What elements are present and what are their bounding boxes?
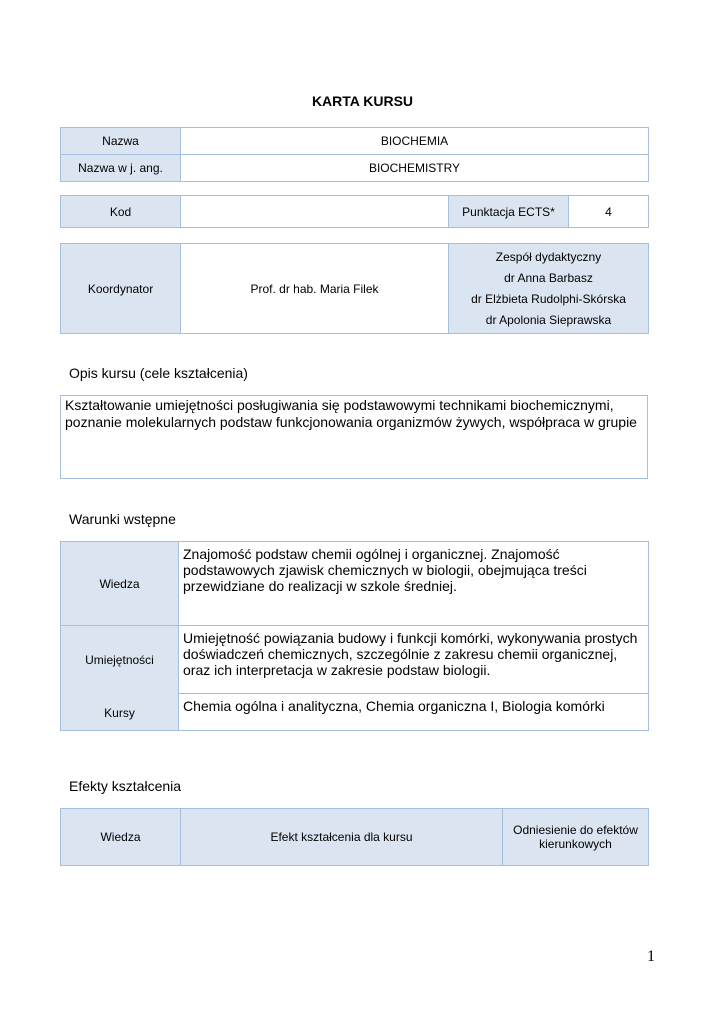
courses-text: Chemia ogólna i analityczna, Chemia organiczna I, Biologia komórki [179, 694, 649, 731]
name-value: BIOCHEMIA [181, 128, 649, 155]
coordinator-label: Koordynator [61, 244, 181, 334]
outcomes-table [60, 808, 649, 866]
team-title: Zespół dydaktyczny [495, 249, 602, 264]
prerequisites-table [60, 541, 649, 731]
course-name-table [60, 127, 649, 182]
ects-value: 4 [569, 196, 649, 228]
coordinator-table [60, 243, 649, 334]
code-table [60, 195, 649, 228]
page-number: 1 [647, 948, 655, 965]
name-en-value: BIOCHEMISTRY [181, 155, 649, 182]
teaching-team [449, 244, 649, 334]
coordinator-value: Prof. dr hab. Maria Filek [181, 244, 449, 334]
page-title: KARTA KURSU [311, 93, 414, 109]
knowledge-text: Znajomość podstaw chemii ogólnej i organicznej. Znajomość podstawowych zjawisk chemicznych w biologii, obejmująca treści przewidziane do realizacji w szkole średniej. [179, 542, 649, 626]
knowledge-label: Wiedza [61, 542, 179, 626]
description-text: Kształtowanie umiejętności posługiwania się podstawowymi technikami biochemicznymi, poznanie molekularnych podstaw funkcjonowania organizmów żywych, współpraca w grupie [65, 397, 637, 430]
team-member: dr Elżbieta Rudolphi-Skórska [471, 291, 626, 306]
team-member: dr Anna Barbasz [504, 270, 593, 285]
outcomes-col-knowledge: Wiedza [61, 809, 181, 866]
outcomes-col-reference: Odniesienie do efektów kierunkowych [503, 809, 649, 866]
outcomes-col-effect: Efekt kształcenia dla kursu [181, 809, 503, 866]
courses-label: Kursy [61, 694, 179, 731]
team-member: dr Apolonia Sieprawska [485, 312, 612, 327]
code-value [181, 196, 449, 228]
description-box [60, 395, 648, 479]
skills-label: Umiejętności [61, 626, 179, 694]
name-en-label: Nazwa w j. ang. [61, 155, 181, 182]
code-label: Kod [61, 196, 181, 228]
skills-text: Umiejętność powiązania budowy i funkcji komórki, wykonywania prostych doświadczeń chemicznych, szczególnie z zakresu chemii organicznej, oraz ich interpretacja w zakresie podstaw biologii. [179, 626, 649, 694]
description-heading: Opis kursu (cele kształcenia) [69, 365, 248, 381]
ects-label: Punktacja ECTS* [449, 196, 569, 228]
name-label: Nazwa [61, 128, 181, 155]
outcomes-heading: Efekty kształcenia [69, 778, 182, 794]
prerequisites-heading: Warunki wstępne [69, 511, 176, 527]
